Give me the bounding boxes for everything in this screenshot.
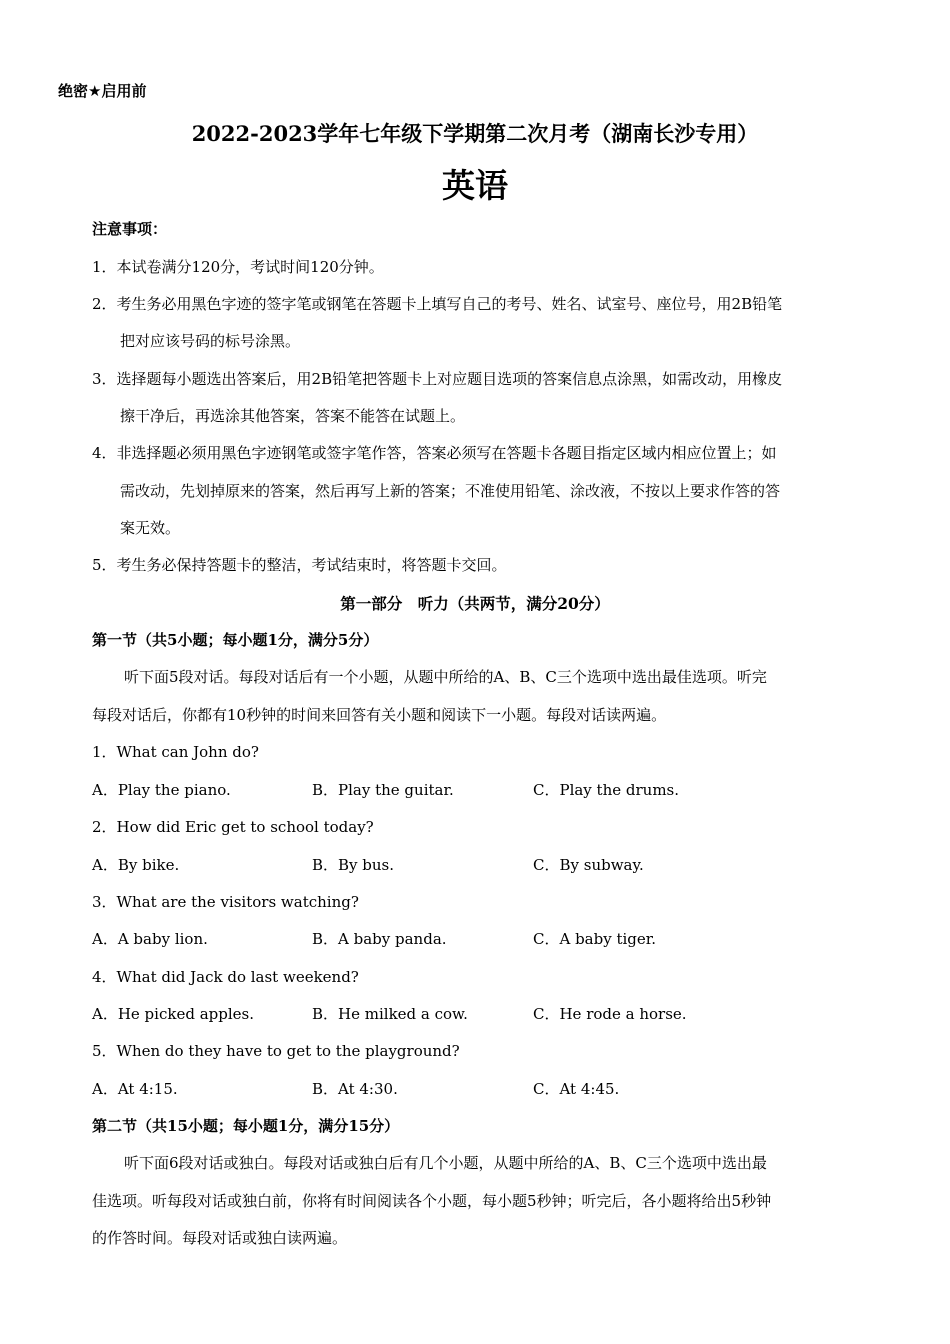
note-line: 3．选择题每小题选出答案后，用2B铅笔把答题卡上对应题目选项的答案信息点涂黑，如需改动，用橡皮 — [92, 370, 783, 388]
section1-instruction: 每段对话后，你都有10秒钟的时间来回答有关小题和阅读下一小题。每段对话读两遍。 — [92, 706, 667, 724]
option-a: A．At 4:15. — [92, 1080, 178, 1098]
option-b: B．He milked a cow. — [312, 1005, 468, 1023]
option-b: B．A baby panda. — [312, 930, 447, 948]
option-c: C．A baby tiger. — [533, 930, 657, 948]
question-5: 5．When do they have to get to the playground? — [92, 1042, 460, 1060]
option-a: A．By bike. — [92, 856, 180, 874]
option-b: B．At 4:30. — [312, 1080, 398, 1098]
note-line: 案无效。 — [120, 519, 181, 537]
confidential-mark: 绝密★启用前 — [58, 82, 147, 100]
note-line: 需改动，先划掉原来的答案，然后再写上新的答案；不准使用铅笔、涂改液，不按以上要求作答的答 — [120, 482, 781, 500]
section2-instruction: 的作答时间。每段对话或独白读两遍。 — [92, 1229, 348, 1247]
option-c: C．By subway. — [533, 856, 644, 874]
option-a: A．He picked apples. — [92, 1005, 254, 1023]
question-3: 3．What are the visitors watching? — [92, 893, 359, 911]
section1-heading: 第一节（共5小题；每小题1分，满分5分） — [92, 631, 379, 649]
option-a: A．Play the piano. — [92, 781, 231, 799]
part1-title: 第一部分 听力（共两节，满分20分） — [340, 594, 610, 613]
option-b: B．Play the guitar. — [312, 781, 454, 799]
note-line: 5．考生务必保持答题卡的整洁，考试结束时，将答题卡交回。 — [92, 556, 507, 574]
note-line: 4．非选择题必须用黑色字迹钢笔或签字笔作答，答案必须写在答题卡各题目指定区域内相应位置上；如 — [92, 444, 777, 462]
option-b: B．By bus. — [312, 856, 395, 874]
option-c: C．Play the drums. — [533, 781, 680, 799]
option-c: C．At 4:45. — [533, 1080, 620, 1098]
question-1: 1．What can John do? — [92, 743, 259, 761]
question-2: 2．How did Eric get to school today? — [92, 818, 374, 836]
subject-title: 英语 — [442, 166, 508, 205]
exam-title: 2022-2023学年七年级下学期第二次月考（湖南长沙专用） — [191, 121, 759, 146]
question-4: 4．What did Jack do last weekend? — [92, 968, 359, 986]
section1-instruction: 听下面5段对话。每段对话后有一个小题，从题中所给的A、B、C三个选项中选出最佳选项。听完 — [124, 668, 767, 686]
notes-heading: 注意事项： — [92, 220, 168, 238]
note-line: 1．本试卷满分120分，考试时间120分钟。 — [92, 258, 384, 276]
option-c: C．He rode a horse. — [533, 1005, 687, 1023]
note-line: 擦干净后，再选涂其他答案，答案不能答在试题上。 — [120, 407, 466, 425]
section2-instruction: 听下面6段对话或独白。每段对话或独白后有几个小题，从题中所给的A、B、C三个选项中选出最 — [124, 1154, 767, 1172]
section2-instruction: 佳选项。听每段对话或独白前，你将有时间阅读各个小题，每小题5秒钟；听完后，各小题将给出5秒钟 — [92, 1192, 772, 1210]
option-a: A．A baby lion. — [92, 930, 208, 948]
section2-heading: 第二节（共15小题；每小题1分，满分15分） — [92, 1117, 400, 1135]
note-line: 2．考生务必用黑色字迹的签字笔或钢笔在答题卡上填写自己的考号、姓名、试室号、座位号，用2B铅笔 — [92, 295, 783, 313]
note-line: 把对应该号码的标号涂黑。 — [120, 332, 301, 350]
